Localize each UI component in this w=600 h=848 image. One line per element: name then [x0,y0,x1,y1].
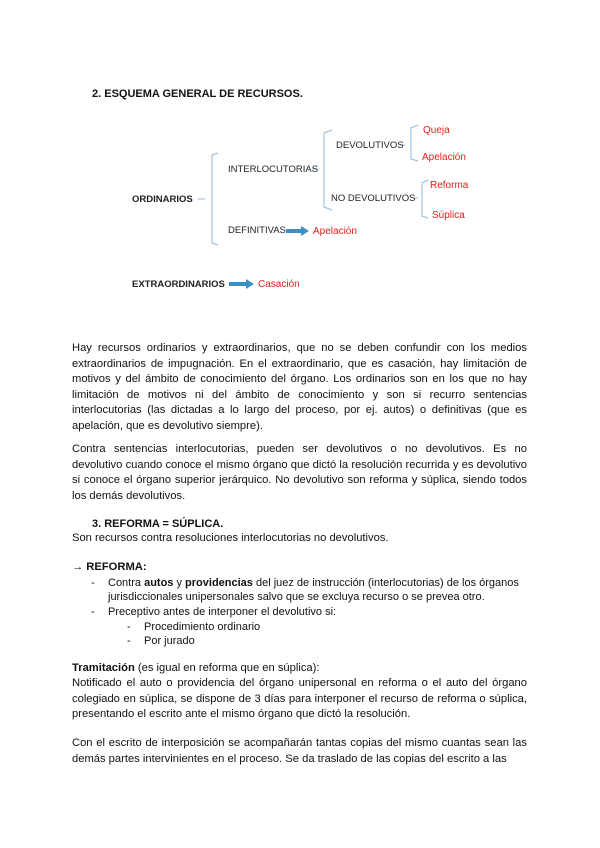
list-bullet: - [127,621,131,633]
diagram-apelacion-definitivas: Apelación [313,226,357,237]
reforma-sub-2: Por jurado [144,635,195,647]
reforma-sub-1: Procedimiento ordinario [144,621,261,633]
section-3-subtitle: Son recursos contra resoluciones interlocutorias no devolutivos. [72,532,389,544]
diagram-casacion: Casación [258,279,300,290]
section-3-heading: 3. REFORMA = SÚPLICA. [92,518,224,530]
section-2-heading: 2. ESQUEMA GENERAL DE RECURSOS. [92,88,303,100]
tramitacion-heading: Tramitación (es igual en reforma que en súplica): [72,662,320,674]
tramitacion-text: Notificado el auto o providencia del órgano unipersonal en reforma o el auto del órgano colegiado en súplica, se dispone de 3 días para interponer el recurso de reforma o súplica, presentando el escrito ante el mismo órgano que dictó la resolución. [72,677,527,721]
diagram-apelacion-devolutivo: Apelación [422,152,466,163]
diagram-ordinarios: ORDINARIOS [132,194,193,205]
paragraph-recursos: Hay recursos ordinarios y extraordinarios, que no se deben confundir con los medios extraordinarios de impugnación. En el extraordinario, que es casación, hay limitación de motivos y del ámbito de conocimiento del órgano. Los ordinarios son en los que no hay limitación de motivos ni del ámbito de conocimiento y son si recurro sentencias interlocutorias (las dictadas a lo largo del proceso, por ej. autos) o definitivas (que es apelación, que es devolutivo siempre). [72,342,527,432]
list-bullet: - [127,635,131,647]
paragraph-interlocutorias: Contra sentencias interlocutorias, pueden ser devolutivos o no devolutivos. Es no devolutivo cuando conoce el mismo órgano que dictó la resolución recurrida y es devolutivo si conoce el órgano superior jerárquico. No devolutivo son reforma y súplica, siendo todos los demás devolutivos. [72,443,527,502]
diagram-devolutivos: DEVOLUTIVOS [336,140,404,151]
diagram-extraordinarios: EXTRAORDINARIOS [132,279,225,290]
diagram-definitivas: DEFINITIVAS [228,225,286,236]
paragraph-interposicion: Con el escrito de interposición se acompañarán tantas copias del mismo cuantas sean las demás partes intervinientes en el proceso. Se da traslado de las copias del escrito a las [72,737,527,765]
diagram-suplica: Súplica [432,210,465,221]
diagram-reforma: Reforma [430,180,469,191]
diagram-interlocutorias: INTERLOCUTORIAS [228,164,319,175]
arrow-right-icon [286,226,310,236]
arrow-right-icon [229,279,255,289]
reforma-item-1: Contra autos y providencias del juez de instrucción (interlocutorias) de los órganos jurisdiccionales unipersonales salvo que se excluya recurso o se prevea otro. [108,577,519,603]
list-bullet: - [91,606,95,618]
diagram-no-devolutivos: NO DEVOLUTIVOS [331,193,416,204]
list-bullet: - [91,577,95,589]
diagram-queja: Queja [423,125,450,136]
reforma-heading: → REFORMA: [72,561,147,573]
reforma-item-2: Preceptivo antes de interponer el devolutivo si: [108,606,337,618]
diagram-connectors [0,0,600,300]
